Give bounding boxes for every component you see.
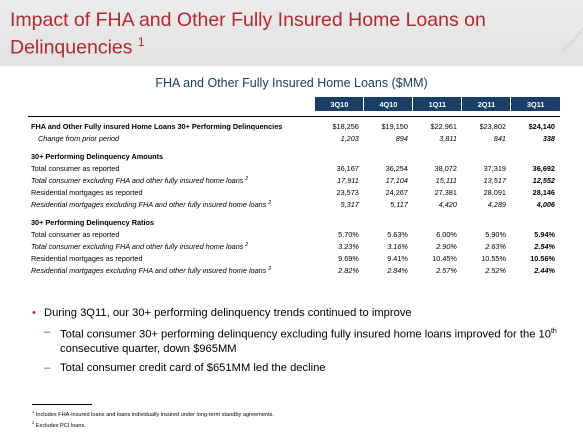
footnote: [32, 419, 274, 430]
cell-value: 841: [493, 133, 506, 143]
sub-bullet-item: [32, 361, 562, 375]
dash-icon: –: [44, 326, 51, 338]
header-spacer: [28, 97, 315, 111]
row-label-cell: [28, 240, 315, 252]
section-header: [28, 150, 560, 162]
cell-value: 24,267: [385, 187, 408, 197]
cell-value: $22,961: [430, 121, 457, 131]
table-row: [28, 264, 560, 276]
cell-value: 4,289: [487, 199, 506, 209]
cell-value: 2.57%: [436, 265, 457, 275]
footnote-marker: 2: [245, 241, 249, 248]
section-label: 30+ Performing Delinquency Ratios: [31, 217, 155, 227]
section-label: 30+ Performing Delinquency Amounts: [31, 151, 164, 161]
bullet-dot-icon: •: [32, 307, 36, 319]
title-footnote-marker: 1: [137, 35, 145, 49]
table-header-row: [28, 97, 560, 111]
section-header: [28, 216, 560, 228]
footnote-number: 1: [32, 409, 35, 414]
table-row: [28, 186, 560, 198]
bullet-text: During 3Q11, our 30+ performing delinquency trends continued to improve: [44, 307, 412, 319]
table-row: [28, 117, 560, 133]
cell-value: 36,254: [385, 163, 408, 173]
cell-value: 5,317: [340, 199, 359, 209]
cell-value: 38,072: [434, 163, 457, 173]
column-header: 3Q11: [511, 97, 560, 111]
row-label: Residential mortgages excluding FHA and other fully insured home loans: [31, 199, 267, 209]
delinquency-table: [28, 97, 560, 276]
slide-title-text: Impact of FHA and Other Fully Insured Home Loans on Delinquencies: [10, 9, 486, 59]
cell-value: 5,117: [390, 199, 408, 209]
cell-value: 2.82%: [338, 265, 359, 275]
footnote-text: Excludes PCI loans.: [35, 422, 86, 429]
cell-value: 12,552: [532, 175, 555, 185]
row-label: Total consumer as reported: [31, 229, 120, 239]
cell-value: $18,256: [332, 121, 359, 131]
table-row: [28, 174, 560, 186]
table-row: [28, 228, 560, 240]
row-label-cell: [28, 198, 315, 210]
row-label: Residential mortgages as reported: [31, 187, 143, 197]
footnote-marker: 2: [268, 265, 272, 272]
cell-value: 9.41%: [387, 253, 408, 263]
footnote-text: Includes FHA-insured loans and loans individually insured under long-term standby agreements.: [35, 411, 274, 418]
cell-value: 36,692: [532, 163, 555, 173]
row-label-cell: [28, 264, 315, 276]
cell-value: $23,802: [479, 121, 506, 131]
sub-bullet-text-end: consecutive quarter, down $965MM: [60, 342, 237, 355]
row-label: Residential mortgages excluding FHA and other fully insured home loans: [31, 265, 267, 275]
cell-value: 17,911: [337, 175, 359, 185]
cell-value: 5.70%: [338, 229, 359, 239]
footnotes: [32, 408, 274, 430]
dash-icon: –: [44, 361, 51, 374]
bullet-item: [32, 306, 562, 320]
cell-value: 27,381: [434, 187, 457, 197]
footnote-number: 2: [32, 419, 35, 425]
cell-value: 9.69%: [338, 253, 359, 263]
column-header: 3Q10: [315, 97, 364, 111]
cell-value: 5.63%: [387, 229, 408, 239]
cell-value: 5.94%: [534, 229, 555, 239]
table-row: [28, 252, 560, 264]
cell-value: 2.90%: [436, 241, 457, 251]
row-label-cell: [28, 174, 315, 186]
cell-value: 13,517: [483, 175, 506, 185]
cell-value: 10.45%: [432, 253, 457, 263]
row-label: Total consumer excluding FHA and other fully insured home loans: [31, 175, 244, 185]
row-label: Residential mortgages as reported: [31, 253, 143, 263]
cell-value: 5.90%: [485, 229, 506, 239]
column-header: 4Q10: [364, 97, 413, 111]
cell-value: 2.84%: [387, 265, 408, 275]
cell-value: 23,573: [336, 187, 359, 197]
column-header: 1Q11: [413, 97, 462, 111]
cell-value: 37,319: [483, 163, 506, 173]
column-header: 2Q11: [462, 97, 511, 111]
sub-bullet-item: [32, 325, 562, 356]
cell-value: 2.63%: [485, 241, 506, 251]
sub-bullet-text: Total consumer credit card of $651MM led the decline: [60, 361, 326, 374]
cell-value: 1,203: [340, 133, 359, 143]
table-title: FHA and Other Fully Insured Home Loans ($MM): [155, 76, 428, 90]
cell-value: 28,146: [532, 187, 555, 197]
cell-value: 2.44%: [534, 265, 555, 275]
ordinal-suffix: th: [550, 328, 557, 335]
cell-value: 3,811: [439, 133, 457, 143]
footnote-marker: 2: [268, 199, 272, 206]
cell-value: 17,104: [385, 175, 408, 185]
row-label: Total consumer as reported: [31, 163, 120, 173]
cell-value: 10.55%: [481, 253, 506, 263]
slide-title: [10, 9, 530, 59]
cell-value: 338: [542, 133, 555, 143]
row-label: Change from prior period: [38, 133, 120, 143]
row-label: FHA and Other Fully insured Home Loans 30+ Performing Delinquencies: [31, 121, 283, 131]
sub-bullet-text-start: Total consumer 30+ performing delinquency excluding fully insured home loans improved for the 10: [60, 328, 551, 341]
cell-value: $19,150: [381, 121, 408, 131]
footnote-marker: 2: [245, 175, 249, 182]
bullet-list: [32, 306, 562, 375]
cell-value: $24,140: [528, 121, 555, 131]
cell-value: 6.00%: [436, 229, 457, 239]
table-row: [28, 198, 560, 210]
cell-value: 3.23%: [338, 241, 359, 251]
cell-value: 4,420: [438, 199, 457, 209]
cell-value: 894: [395, 133, 408, 143]
footnote: [32, 408, 274, 419]
cell-value: 15,111: [435, 175, 457, 185]
cell-value: 10.56%: [530, 253, 555, 263]
table-row: [28, 162, 560, 174]
row-label: Total consumer excluding FHA and other fully insured home loans: [31, 241, 244, 251]
footnote-divider: [32, 404, 92, 405]
cell-value: 2.54%: [534, 241, 555, 251]
table-row: [28, 240, 560, 252]
cell-value: 4,006: [536, 199, 555, 209]
cell-value: 2.52%: [485, 265, 506, 275]
cell-value: 36,167: [336, 163, 359, 173]
cell-value: 28,091: [483, 187, 506, 197]
table-row: [28, 132, 560, 144]
cell-value: 3.16%: [387, 241, 408, 251]
